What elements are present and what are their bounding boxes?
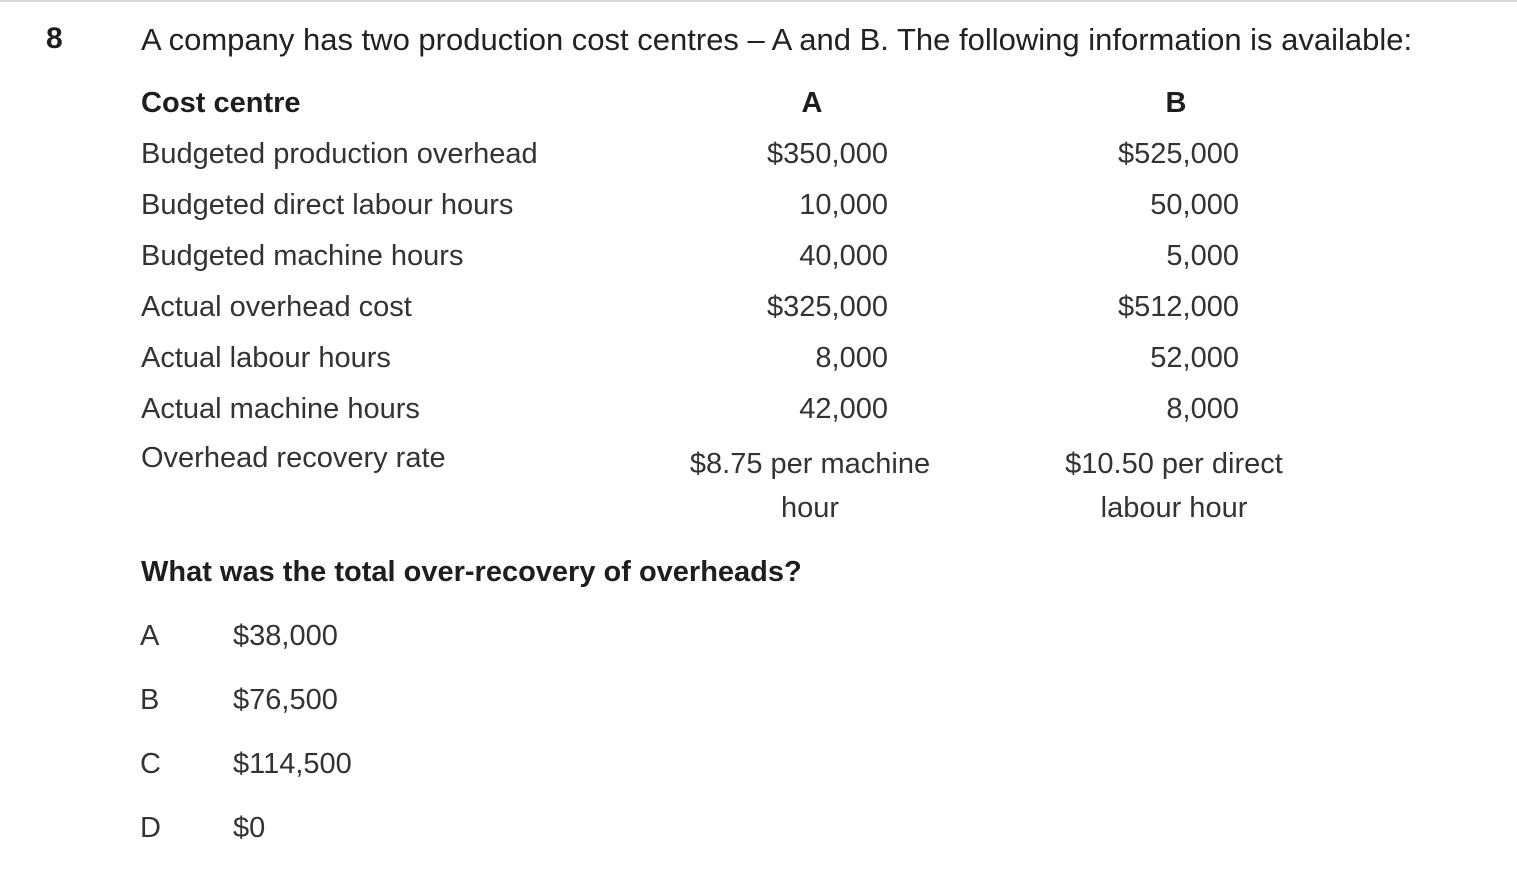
row-value-b: 52,000 xyxy=(1150,342,1239,374)
row-label: Budgeted machine hours xyxy=(141,240,464,272)
recovery-rate-b: $10.50 per direct labour hour xyxy=(1065,448,1283,524)
row-value-a: 40,000 xyxy=(799,240,888,272)
row-label: Budgeted production overhead xyxy=(141,138,538,170)
option-text: $114,500 xyxy=(233,748,352,780)
top-divider xyxy=(0,0,1517,2)
row-value-a: 10,000 xyxy=(799,189,888,221)
row-value-b: 5,000 xyxy=(1166,240,1239,272)
option-letter: B xyxy=(140,684,160,716)
row-label: Actual overhead cost xyxy=(141,291,412,323)
question-prompt: What was the total over-recovery of overheads? xyxy=(141,556,802,588)
row-value-a: $325,000 xyxy=(767,291,888,323)
row-value-b: 8,000 xyxy=(1166,393,1239,425)
row-value-a: 8,000 xyxy=(815,342,888,374)
row-value-a: 42,000 xyxy=(799,393,888,425)
recovery-rate-a: $8.75 per machine hour xyxy=(689,448,931,524)
row-label: Overhead recovery rate xyxy=(141,442,446,474)
option-text: $76,500 xyxy=(233,684,338,716)
option-text: $0 xyxy=(233,812,266,844)
question-number: 8 xyxy=(46,22,63,55)
header-col-a: A xyxy=(801,87,823,119)
row-label: Actual machine hours xyxy=(141,393,420,425)
option-text: $38,000 xyxy=(233,620,338,652)
row-value-a: $350,000 xyxy=(767,138,888,170)
option-letter: C xyxy=(140,748,161,780)
row-value-b: $525,000 xyxy=(1118,138,1239,170)
row-label: Actual labour hours xyxy=(141,342,391,374)
option-letter: D xyxy=(140,812,161,844)
row-value-b: $512,000 xyxy=(1118,291,1239,323)
question-stem: A company has two production cost centres – A and B. The following information is available: xyxy=(141,22,1413,57)
option-letter: A xyxy=(140,620,160,652)
header-col-b: B xyxy=(1165,87,1187,119)
header-label: Cost centre xyxy=(141,87,301,119)
row-value-b: 50,000 xyxy=(1150,189,1239,221)
row-label: Budgeted direct labour hours xyxy=(141,189,514,221)
